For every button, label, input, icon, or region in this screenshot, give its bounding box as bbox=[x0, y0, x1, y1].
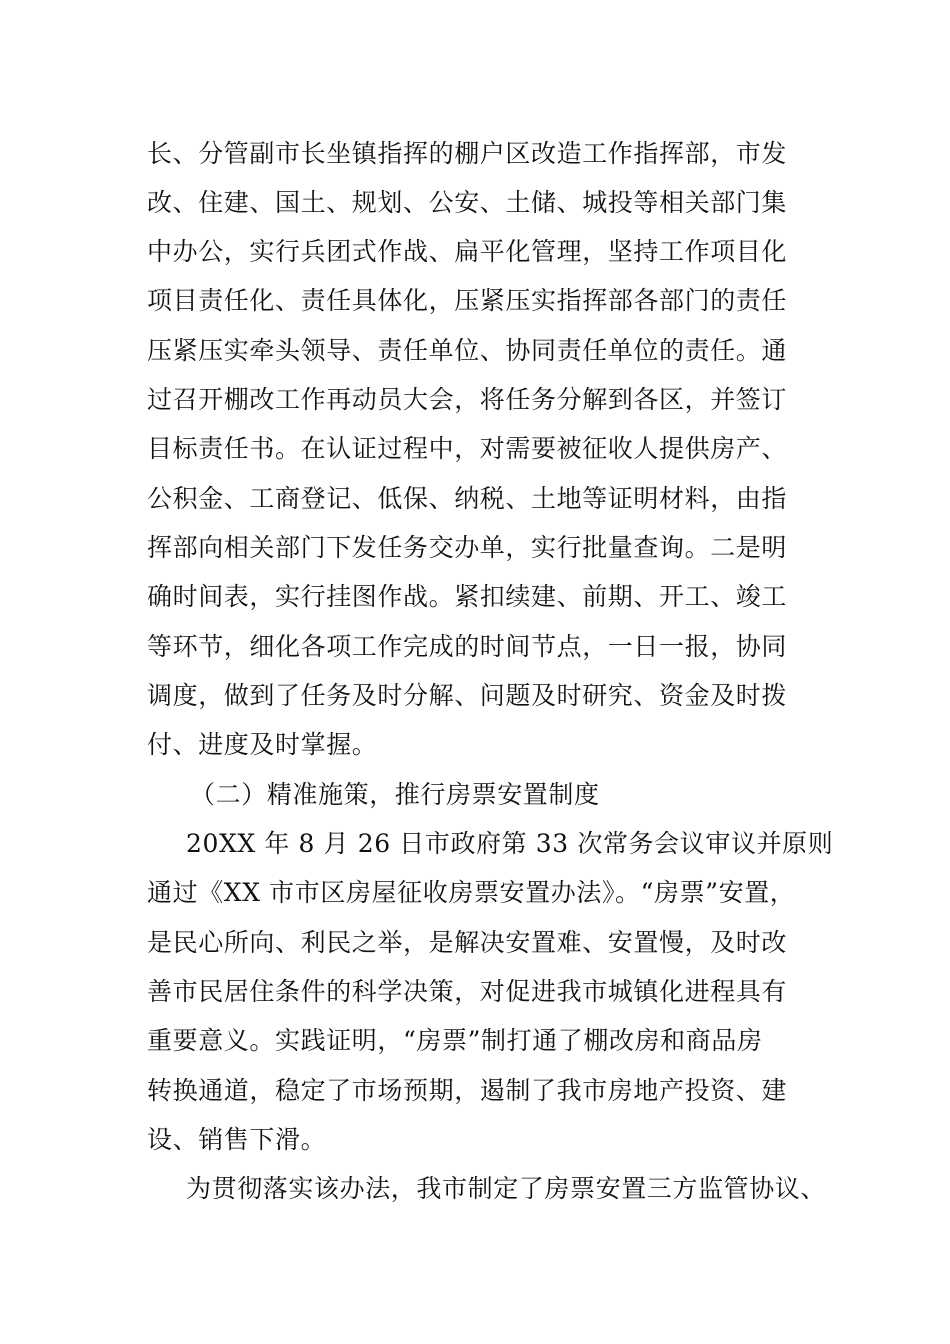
text-line: 为贯彻落实该办法，我市制定了房票安置三方监管协议、 bbox=[186, 1174, 827, 1203]
text-line: 项目责任化、责任具体化，压紧压实指挥部各部门的责任 bbox=[147, 286, 788, 315]
text-line: 设、销售下滑。 bbox=[147, 1125, 327, 1154]
text-line: 挥部向相关部门下发任务交办单，实行批量查询。二是明 bbox=[147, 533, 788, 562]
text-line: 善市民居住条件的科学决策，对促进我市城镇化进程具有 bbox=[147, 977, 788, 1006]
text-line: 目标责任书。在认证过程中，对需要被征收人提供房产、 bbox=[147, 434, 788, 463]
text-line: 中办公，实行兵团式作战、扁平化管理，坚持工作项目化 bbox=[147, 237, 788, 266]
text-line: 改、住建、国土、规划、公安、土储、城投等相关部门集 bbox=[147, 188, 788, 217]
text-line: 压紧压实牵头领导、责任单位、协同责任单位的责任。通 bbox=[147, 336, 788, 365]
text-line: 公积金、工商登记、低保、纳税、土地等证明材料，由指 bbox=[147, 484, 788, 513]
text-line: 等环节，细化各项工作完成的时间节点，一日一报，协同 bbox=[147, 632, 788, 661]
text-line: 20XX 年 8 月 26 日市政府第 33 次常务会议审议并原则 bbox=[186, 829, 834, 858]
text-line: 确时间表，实行挂图作战。紧扣续建、前期、开工、竣工 bbox=[147, 582, 788, 611]
text-line: 过召开棚改工作再动员大会，将任务分解到各区，并签订 bbox=[147, 385, 788, 414]
text-line: 长、分管副市长坐镇指挥的棚户区改造工作指挥部，市发 bbox=[147, 139, 788, 168]
text-line: 调度，做到了任务及时分解、问题及时研究、资金及时拨 bbox=[147, 681, 788, 710]
text-line: 通过《XX 市市区房屋征收房票安置办法》。“房票”安置， bbox=[147, 878, 796, 907]
text-line: 转换通道，稳定了市场预期，遏制了我市房地产投资、建 bbox=[147, 1076, 788, 1105]
text-line: 重要意义。实践证明，“房票”制打通了棚改房和商品房 bbox=[147, 1026, 763, 1055]
heading-text: （二）精准施策，推行房票安置制度 bbox=[190, 780, 600, 809]
text-line: 是民心所向、利民之举，是解决安置难、安置慢，及时改 bbox=[147, 928, 788, 957]
text-line: 付、进度及时掌握。 bbox=[147, 730, 378, 759]
